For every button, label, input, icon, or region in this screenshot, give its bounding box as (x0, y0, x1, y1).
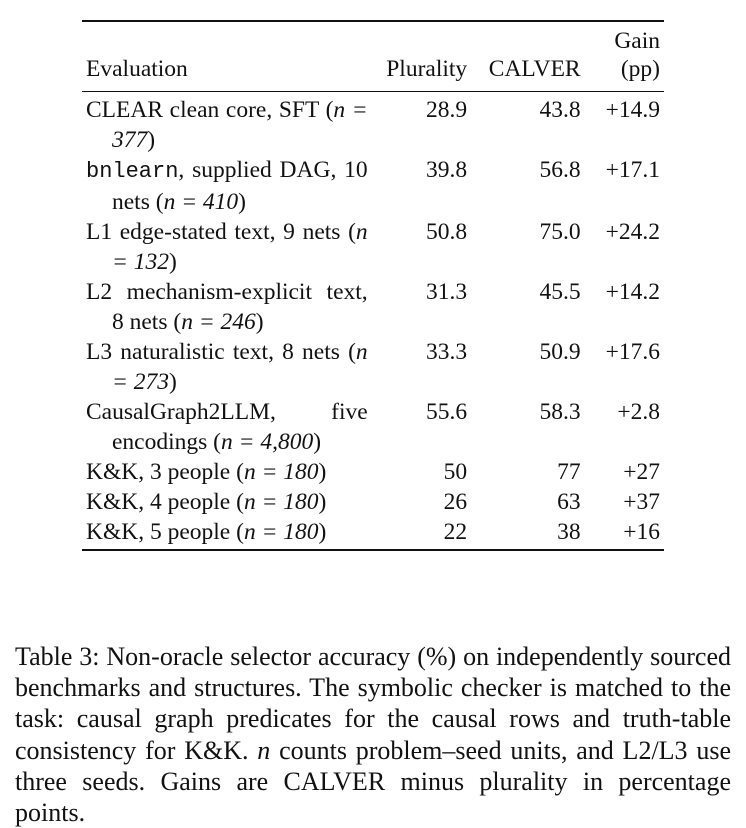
cell-plurality: 28.9 (426, 97, 468, 123)
cell-plurality: 31.3 (426, 279, 468, 305)
cell-gain: +37 (623, 489, 660, 515)
header-gain-line2: (pp) (620, 56, 660, 82)
evaluation-n: n = 377 (112, 97, 368, 153)
cell-evaluation (82, 397, 368, 457)
cell-evaluation (82, 155, 368, 217)
evaluation-n: n = 410 (163, 189, 239, 215)
header-evaluation: Evaluation (86, 56, 188, 82)
cell-calver: 56.8 (539, 157, 581, 183)
evaluation-label: L1 edge-stated text, 9 nets ( (86, 219, 356, 245)
evaluation-n: n = 4,800 (221, 429, 314, 455)
caption-part1: Table 3: Non-oracle selector accuracy (%) on independently sourced benchmarks and structures. The symbolic checker is matched to the task: causal graph predicates for the causal rows and truth-table consistency for K&K. (15, 642, 731, 765)
table-row (82, 92, 664, 156)
table-row (82, 517, 664, 550)
table-body (82, 92, 664, 551)
evaluation-text (86, 487, 368, 517)
evaluation-label: L2 mechanism-explicit text, 8 nets ( (86, 279, 368, 335)
table-caption (15, 641, 731, 828)
cell-plurality: 33.3 (426, 339, 468, 365)
cell-plurality: 50.8 (426, 219, 468, 245)
evaluation-label: CausalGraph2LLM, five encodings ( (86, 399, 368, 455)
table-row (82, 155, 664, 217)
caption-part2: counts problem–seed units, and L2/L3 use three seeds. Gains are CALVER minus plurality in percentage points. (15, 735, 731, 828)
evaluation-suffix: ) (318, 489, 327, 515)
evaluation-n: n = 180 (243, 489, 319, 515)
cell-gain: +17.1 (605, 157, 660, 183)
cell-gain: +14.2 (605, 279, 660, 305)
results-table (82, 20, 664, 551)
cell-calver: 45.5 (539, 279, 581, 305)
evaluation-label: K&K, 5 people ( (86, 519, 244, 545)
cell-evaluation (82, 457, 368, 487)
cell-plurality: 50 (443, 459, 468, 485)
evaluation-text (86, 457, 368, 487)
evaluation-label: K&K, 3 people ( (86, 459, 244, 485)
cell-plurality: 39.8 (426, 157, 468, 183)
cell-calver: 75.0 (539, 219, 581, 245)
evaluation-suffix: ) (168, 369, 177, 395)
cell-evaluation (82, 277, 368, 337)
evaluation-label: L3 naturalistic text, 8 nets ( (86, 339, 356, 365)
cell-plurality: 26 (443, 489, 468, 515)
header-gain (581, 21, 664, 92)
table-row (82, 397, 664, 457)
cell-calver: 77 (557, 459, 581, 485)
cell-calver: 38 (557, 519, 581, 545)
evaluation-label: , supplied DAG, 10 nets ( (112, 157, 368, 215)
evaluation-suffix: ) (255, 309, 264, 335)
table-row (82, 457, 664, 487)
header-plurality: Plurality (386, 56, 468, 82)
cell-gain: +2.8 (617, 399, 660, 425)
caption-n-symbol: n (257, 735, 271, 765)
evaluation-suffix: ) (147, 127, 156, 153)
table-row (82, 337, 664, 397)
evaluation-n: n = 273 (112, 339, 368, 395)
evaluation-suffix: ) (318, 459, 327, 485)
table-header-row (82, 21, 664, 92)
evaluation-n: n = 246 (181, 309, 256, 335)
evaluation-n: n = 180 (243, 459, 319, 485)
evaluation-mono-name: bnlearn (86, 159, 179, 184)
header-gain-line1: Gain (614, 28, 660, 54)
evaluation-suffix: ) (238, 189, 246, 215)
table-row (82, 487, 664, 517)
cell-evaluation (82, 517, 368, 550)
table-row (82, 277, 664, 337)
table-row (82, 217, 664, 277)
cell-gain: +16 (623, 519, 660, 545)
evaluation-text (86, 277, 368, 337)
evaluation-text (86, 95, 368, 155)
evaluation-n: n = 132 (112, 219, 368, 275)
evaluation-n: n = 180 (243, 519, 319, 545)
header-calver: CALVER (488, 56, 581, 82)
evaluation-text (86, 397, 368, 457)
cell-gain: +27 (623, 459, 660, 485)
evaluation-text (86, 155, 368, 217)
evaluation-suffix: ) (318, 519, 327, 545)
cell-calver: 50.9 (539, 339, 581, 365)
evaluation-suffix: ) (168, 249, 177, 275)
evaluation-text (86, 517, 368, 547)
cell-evaluation (82, 92, 368, 156)
cell-gain: +14.9 (605, 97, 660, 123)
cell-evaluation (82, 337, 368, 397)
cell-gain: +24.2 (605, 219, 660, 245)
evaluation-label: CLEAR clean core, SFT ( (86, 97, 334, 123)
cell-calver: 58.3 (539, 399, 581, 425)
cell-gain: +17.6 (605, 339, 660, 365)
evaluation-label: K&K, 4 people ( (86, 489, 244, 515)
evaluation-suffix: ) (313, 429, 322, 455)
cell-calver: 43.8 (539, 97, 581, 123)
cell-evaluation (82, 487, 368, 517)
cell-plurality: 55.6 (426, 399, 468, 425)
evaluation-text (86, 337, 368, 397)
cell-evaluation (82, 217, 368, 277)
cell-plurality: 22 (443, 519, 468, 545)
cell-calver: 63 (557, 489, 581, 515)
evaluation-text (86, 217, 368, 277)
